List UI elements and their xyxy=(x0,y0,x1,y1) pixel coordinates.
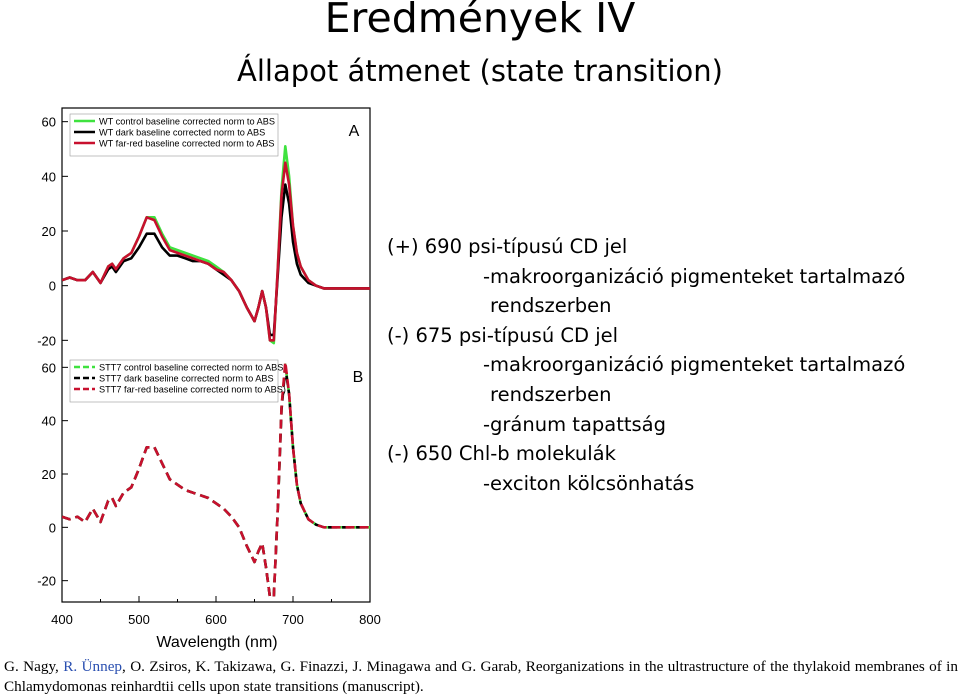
finding-line: -gránum tapattság xyxy=(483,412,666,436)
x-tick-label: 500 xyxy=(128,612,150,627)
slide-title: Eredmények IV xyxy=(324,0,636,42)
panel-a xyxy=(37,114,370,348)
y-tick-label: 40 xyxy=(41,169,56,185)
y-tick-label: -20 xyxy=(37,573,56,589)
x-axis-label: Wavelength (nm) xyxy=(156,634,278,651)
x-tick-label: 400 xyxy=(51,612,73,627)
y-tick-label: 40 xyxy=(41,413,56,429)
finding-line: (+) 690 psi-típusú CD jel xyxy=(387,235,628,258)
legend-entry: STT7 dark baseline corrected norm to ABS xyxy=(99,373,274,384)
y-tick-label: 20 xyxy=(41,467,56,482)
legend-entry: WT dark baseline corrected norm to ABS xyxy=(99,127,266,138)
panel-b xyxy=(37,360,370,597)
panel-label: A xyxy=(348,123,360,140)
finding-line: -makroorganizáció pigmenteket tartalmazó xyxy=(483,353,906,377)
series-line xyxy=(62,185,370,335)
panel-label: B xyxy=(352,369,364,386)
legend-entry: WT control baseline corrected norm to ABS xyxy=(99,116,276,127)
series-line xyxy=(62,163,370,341)
series-line xyxy=(62,146,370,343)
y-tick-label: 0 xyxy=(48,520,56,536)
x-tick-label: 700 xyxy=(282,612,304,627)
y-tick-label: 20 xyxy=(41,224,56,239)
legend-entry: STT7 control baseline corrected norm to ABS xyxy=(99,362,284,373)
slide-subtitle: Állapot átmenet (state transition) xyxy=(237,54,723,88)
x-tick-label: 800 xyxy=(359,612,381,627)
y-tick-label: 0 xyxy=(48,278,56,294)
finding-line: (-) 650 Chl-b molekulák xyxy=(387,442,616,466)
y-tick-label: -20 xyxy=(37,333,56,349)
findings-list xyxy=(387,232,947,498)
x-tick-label: 600 xyxy=(205,612,227,627)
reference-author-link[interactable]: R. Ünnep xyxy=(63,658,123,675)
finding-line: -makroorganizáció pigmenteket tartalmazó xyxy=(483,264,906,288)
finding-line: rendszerben xyxy=(490,294,612,318)
reference-part: , O. Zsiros, K. Takizawa, G. Finazzi, J. Minagawa and G. Garab, Reorganizations in the ultrastructure of the thylakoid membranes of in Chlamydomonas reinhardtii cells upon state transitions (manuscript). xyxy=(4,658,958,695)
y-tick-label: 60 xyxy=(41,360,56,376)
legend-entry: STT7 far-red baseline corrected norm to ABS) xyxy=(99,384,286,395)
finding-line: rendszerben xyxy=(490,382,612,406)
x-axis xyxy=(51,596,381,627)
finding-line: (-) 675 psi-típusú CD jel xyxy=(387,323,619,347)
y-tick-label: 60 xyxy=(41,114,56,130)
finding-line: -exciton kölcsönhatás xyxy=(483,471,695,495)
reference-citation xyxy=(4,657,958,697)
legend-entry: WT far-red baseline corrected norm to ABS xyxy=(99,138,275,149)
reference-part: G. Nagy, xyxy=(4,658,64,675)
cd-spectra-chart xyxy=(0,100,390,660)
